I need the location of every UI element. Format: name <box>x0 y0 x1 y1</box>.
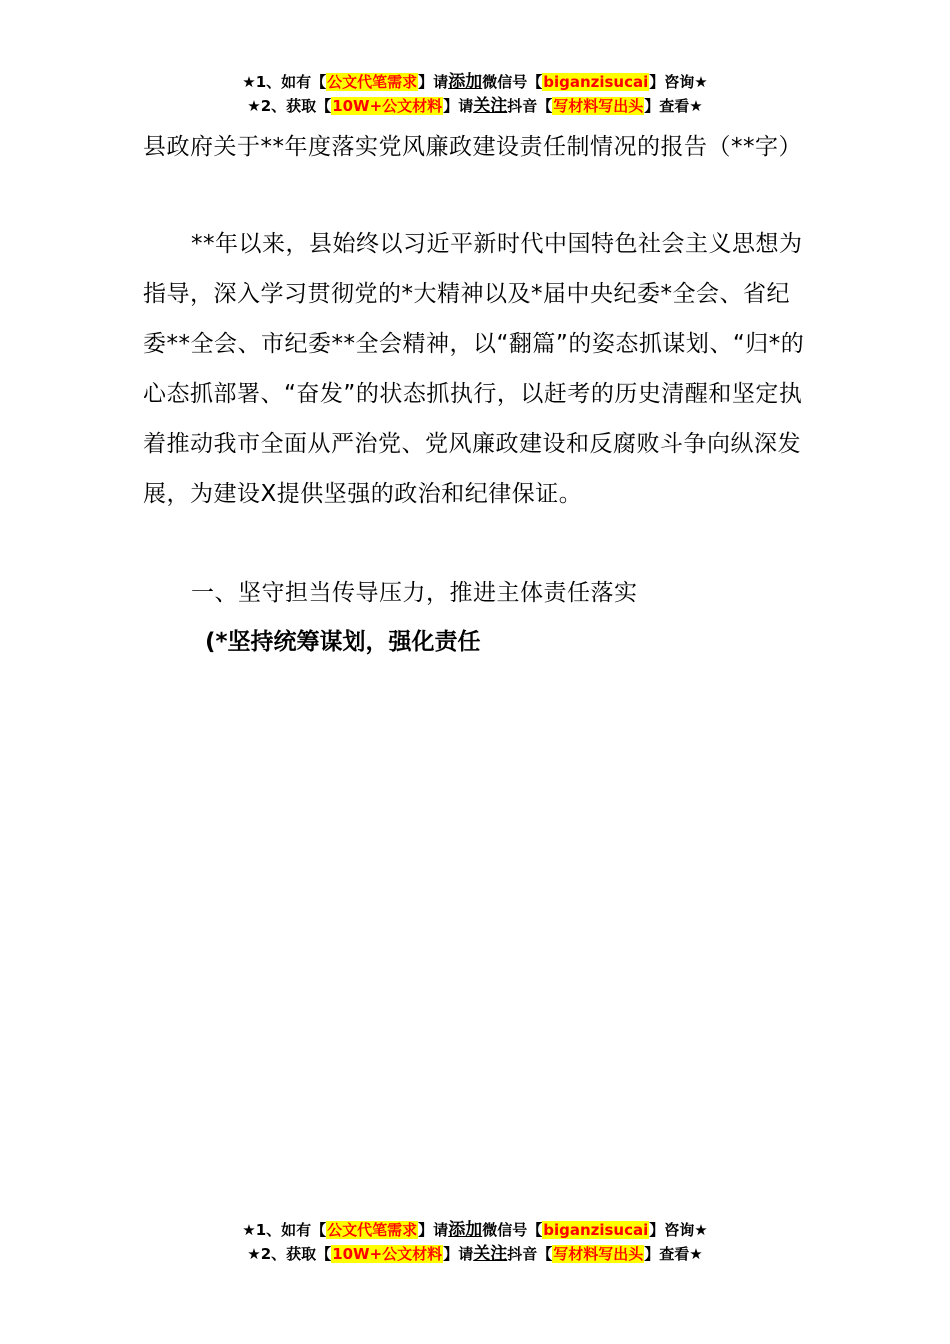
promo-line-2-highlight-materials: 10W+公文材料 <box>332 97 443 115</box>
promo-line-2-prefix: ★2、获取【 <box>247 97 332 115</box>
promo-line-2-mid: 】请 <box>443 1245 474 1263</box>
promo-line-2 <box>0 1242 950 1266</box>
promo-line-1-highlight-service: 公文代笔需求 <box>327 1221 418 1239</box>
promo-line-1 <box>0 70 950 94</box>
promo-line-2-underlined: 关注 <box>473 1244 508 1264</box>
promo-line-2-underlined: 关注 <box>473 96 508 116</box>
bottom-promo-banner <box>0 1218 950 1266</box>
top-promo-banner <box>0 70 950 118</box>
promo-line-1-underlined: 添加 <box>448 72 483 92</box>
promo-line-1-highlight-wechat-id: biganzisucai <box>543 1221 649 1239</box>
promo-line-1-prefix: ★1、如有【 <box>242 73 327 91</box>
promo-line-1 <box>0 1218 950 1242</box>
promo-line-2-suffix: 】查看★ <box>644 1245 703 1263</box>
promo-line-2-highlight-douyin-id: 写材料写出头 <box>553 1245 644 1263</box>
promo-line-1-mid: 】请 <box>418 73 449 91</box>
document-title: 县政府关于**年度落实党风廉政建设责任制情况的报告（**字） <box>143 134 802 160</box>
promo-line-2-highlight-materials: 10W+公文材料 <box>332 1245 443 1263</box>
section-1-heading: 一、坚守担当传导压力，推进主体责任落实 <box>191 580 638 606</box>
promo-line-1-suffix: 】咨询★ <box>649 1221 708 1239</box>
promo-line-2-prefix: ★2、获取【 <box>247 1245 332 1263</box>
promo-line-1-highlight-service: 公文代笔需求 <box>327 73 418 91</box>
promo-line-2-douyin-label: 抖音【 <box>507 1245 553 1263</box>
promo-line-1-wechat-label: 微信号【 <box>482 73 543 91</box>
intro-paragraph: **年以来，县始终以习近平新时代中国特色社会主义思想为指导，深入学习贯彻党的*大精神以及*届中央纪委*全会、省纪委**全会、市纪委**全会精神，以“翻篇”的姿态抓谋划、“归*的心态抓部署、“奋发”的状态抓执行，以赶考的历史清醒和坚定执着推动我市全面从严治党、党风廉政建设和反腐败斗争向纵深发展，为建设X提供坚强的政治和纪律保证。 <box>143 231 805 507</box>
promo-line-2 <box>0 94 950 118</box>
promo-line-2-highlight-douyin-id: 写材料写出头 <box>553 97 644 115</box>
promo-line-2-suffix: 】查看★ <box>644 97 703 115</box>
promo-line-2-douyin-label: 抖音【 <box>507 97 553 115</box>
promo-line-1-prefix: ★1、如有【 <box>242 1221 327 1239</box>
promo-line-1-mid: 】请 <box>418 1221 449 1239</box>
promo-line-2-mid: 】请 <box>443 97 474 115</box>
subsection-1-heading: (*坚持统筹谋划，强化责任 <box>205 629 481 655</box>
promo-line-1-underlined: 添加 <box>448 1220 483 1240</box>
promo-line-1-wechat-label: 微信号【 <box>482 1221 543 1239</box>
promo-line-1-highlight-wechat-id: biganzisucai <box>543 73 649 91</box>
promo-line-1-suffix: 】咨询★ <box>649 73 708 91</box>
